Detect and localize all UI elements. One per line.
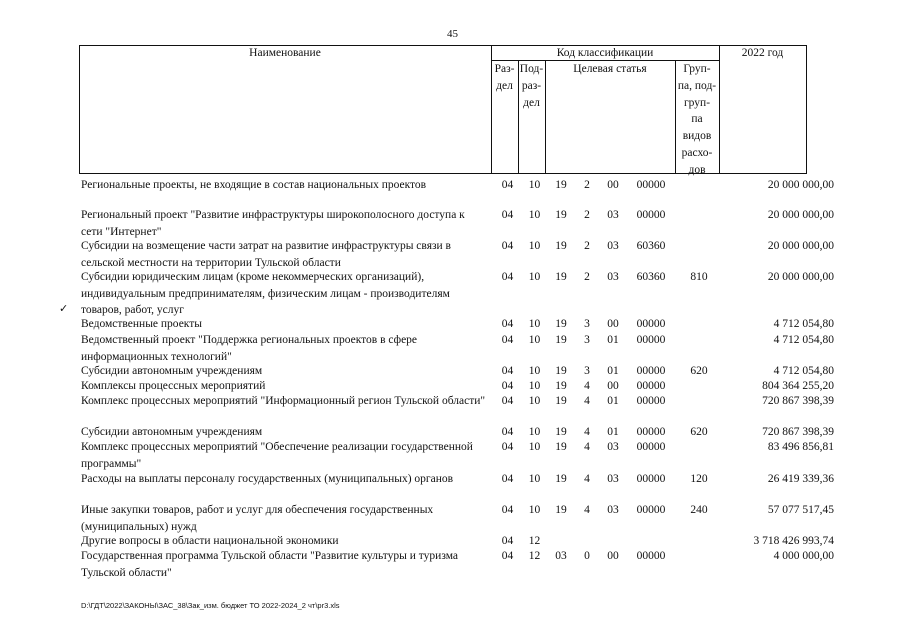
row-name: Региональные проекты, не входящие в состав национальных проектов — [81, 179, 427, 191]
row-podrazdel: 10 — [528, 504, 541, 516]
row-sum: 3 718 426 993,74 — [753, 535, 834, 547]
row-cs4: 00000 — [636, 426, 666, 438]
row-sum: 57 077 517,45 — [767, 504, 834, 516]
row-cs2: 2 — [584, 240, 590, 252]
row-cs3: 01 — [607, 365, 619, 377]
row-cs1: 19 — [555, 380, 567, 392]
row-cs2: 2 — [584, 179, 590, 191]
row-razdel: 04 — [501, 473, 514, 485]
row-cs2: 2 — [584, 271, 590, 283]
row-cs3: 03 — [607, 473, 619, 485]
row-cs4: 00000 — [636, 550, 666, 562]
row-razdel: 04 — [501, 365, 514, 377]
row-cs4: 60360 — [636, 271, 666, 283]
row-razdel: 04 — [501, 535, 514, 547]
row-cs2: 0 — [584, 550, 590, 562]
row-cs2: 4 — [584, 426, 590, 438]
row-podrazdel: 10 — [528, 334, 541, 346]
row-cs3: 03 — [607, 271, 619, 283]
row-cs2: 3 — [584, 334, 590, 346]
row-vid: 120 — [690, 473, 708, 485]
row-sum: 20 000 000,00 — [767, 271, 834, 283]
row-cs2: 4 — [584, 441, 590, 453]
row-cs3: 03 — [607, 441, 619, 453]
row-cs4: 60360 — [636, 240, 666, 252]
row-podrazdel: 12 — [528, 535, 541, 547]
row-cs1: 19 — [555, 426, 567, 438]
row-cs4: 00000 — [636, 441, 666, 453]
row-cs2: 4 — [584, 380, 590, 392]
row-cs2: 4 — [584, 395, 590, 407]
margin-check-mark: ✓ — [59, 303, 69, 315]
row-name: Государственная программа Тульской области "Развитие культуры и туризма Тульской области" — [81, 550, 459, 579]
row-podrazdel: 10 — [528, 473, 541, 485]
row-razdel: 04 — [501, 271, 514, 283]
row-cs3: 01 — [607, 334, 619, 346]
row-cs3: 00 — [607, 179, 619, 191]
row-cs1: 19 — [555, 209, 567, 221]
row-vid: 240 — [690, 504, 708, 516]
row-name: Комплекс процессных мероприятий "Обеспечение реализации государственной программы" — [81, 441, 473, 470]
row-cs1: 03 — [555, 550, 567, 562]
row-cs1: 19 — [555, 240, 567, 252]
row-cs2: 4 — [584, 504, 590, 516]
row-cs4: 00000 — [636, 473, 666, 485]
row-name: Комплекс процессных мероприятий "Информационный регион Тульской области" — [81, 395, 486, 407]
row-cs1: 19 — [555, 334, 567, 346]
row-cs4: 00000 — [636, 209, 666, 221]
row-name: Субсидии автономным учреждениям — [81, 365, 263, 377]
row-name: Иные закупки товаров, работ и услуг для обеспечения государственных (муниципальных) нужд — [81, 504, 434, 533]
page-number: 45 — [447, 28, 458, 40]
header-code-group: Код классификации — [556, 47, 654, 59]
row-sum: 26 419 339,36 — [767, 473, 834, 485]
row-sum: 20 000 000,00 — [767, 240, 834, 252]
row-razdel: 04 — [501, 240, 514, 252]
row-name: Ведомственные проекты — [81, 318, 202, 330]
row-cs4: 00000 — [636, 318, 666, 330]
row-vid: 810 — [690, 271, 708, 283]
row-podrazdel: 10 — [528, 179, 541, 191]
row-razdel: 04 — [501, 334, 514, 346]
row-cs1: 19 — [555, 395, 567, 407]
row-cs3: 01 — [607, 426, 619, 438]
header-year: 2022 год — [741, 47, 784, 59]
row-cs1: 19 — [555, 318, 567, 330]
row-podrazdel: 10 — [528, 426, 541, 438]
row-sum: 20 000 000,00 — [767, 209, 834, 221]
row-podrazdel: 10 — [528, 441, 541, 453]
row-sum: 20 000 000,00 — [767, 179, 834, 191]
row-sum: 720 867 398,39 — [762, 395, 834, 407]
row-podrazdel: 10 — [528, 318, 541, 330]
footer-file-path: D:\ГДТ\2022\ЗАКОНЫ\ЗАС_38\Зак_изм. бюджет ТО 2022-2024_2 чт\pr3.xls — [81, 601, 340, 610]
header-razdel: Раз- дел — [494, 63, 515, 92]
row-podrazdel: 10 — [528, 395, 541, 407]
row-cs1: 19 — [555, 365, 567, 377]
row-razdel: 04 — [501, 179, 514, 191]
row-podrazdel: 10 — [528, 271, 541, 283]
row-razdel: 04 — [501, 380, 514, 392]
row-podrazdel: 10 — [528, 380, 541, 392]
row-cs3: 01 — [607, 395, 619, 407]
row-cs3: 03 — [607, 240, 619, 252]
header-celevaya: Целевая статья — [573, 63, 647, 75]
row-name: Субсидии на возмещение части затрат на развитие инфраструктуры связи в сельской местности на территории Тульской области — [81, 240, 451, 269]
row-cs3: 03 — [607, 209, 619, 221]
header-col-divider — [719, 45, 720, 173]
row-cs4: 00000 — [636, 334, 666, 346]
row-podrazdel: 10 — [528, 240, 541, 252]
header-right-border — [806, 45, 807, 173]
row-sum: 720 867 398,39 — [762, 426, 834, 438]
row-cs3: 03 — [607, 504, 619, 516]
row-sum: 4 712 054,80 — [773, 318, 834, 330]
row-razdel: 04 — [501, 504, 514, 516]
row-razdel: 04 — [501, 209, 514, 221]
row-cs2: 3 — [584, 318, 590, 330]
row-sum: 4 000 000,00 — [773, 550, 834, 562]
row-cs4: 00000 — [636, 504, 666, 516]
row-name: Субсидии автономным учреждениям — [81, 426, 263, 438]
row-sum: 4 712 054,80 — [773, 334, 834, 346]
header-name: Наименование — [249, 47, 321, 59]
row-vid: 620 — [690, 426, 708, 438]
row-vid: 620 — [690, 365, 708, 377]
header-podrazdel: Под- раз- дел — [519, 63, 544, 109]
row-razdel: 04 — [501, 395, 514, 407]
row-cs4: 00000 — [636, 380, 666, 392]
row-cs1: 19 — [555, 271, 567, 283]
row-razdel: 04 — [501, 318, 514, 330]
row-sum: 804 364 255,20 — [762, 380, 834, 392]
row-name: Расходы на выплаты персоналу государственных (муниципальных) органов — [81, 473, 454, 485]
row-sum: 83 496 856,81 — [767, 441, 834, 453]
row-razdel: 04 — [501, 550, 514, 562]
row-razdel: 04 — [501, 441, 514, 453]
row-name: Региональный проект "Развитие инфраструктуры широкополосного доступа к сети "Интернет" — [81, 209, 465, 238]
row-cs3: 00 — [607, 550, 619, 562]
row-podrazdel: 12 — [528, 550, 541, 562]
header-left-border — [79, 45, 80, 173]
row-cs1: 19 — [555, 441, 567, 453]
row-cs3: 00 — [607, 380, 619, 392]
row-cs1: 19 — [555, 473, 567, 485]
row-podrazdel: 10 — [528, 365, 541, 377]
row-name: Другие вопросы в области национальной экономики — [81, 535, 339, 547]
row-cs4: 00000 — [636, 179, 666, 191]
row-cs1: 19 — [555, 179, 567, 191]
row-cs4: 00000 — [636, 395, 666, 407]
row-name: Комплексы процессных мероприятий — [81, 380, 266, 392]
row-razdel: 04 — [501, 426, 514, 438]
row-cs4: 00000 — [636, 365, 666, 377]
row-sum: 4 712 054,80 — [773, 365, 834, 377]
header-vid: Груп- па, под- груп- па видов расхо- дов — [677, 63, 717, 176]
row-cs2: 4 — [584, 473, 590, 485]
row-cs2: 3 — [584, 365, 590, 377]
row-cs3: 00 — [607, 318, 619, 330]
row-name: Субсидии юридическим лицам (кроме некоммерческих организаций), индивидуальным предпринимателям, физическим лицам - производителям товаров, работ, услуг — [81, 271, 450, 316]
row-podrazdel: 10 — [528, 209, 541, 221]
row-name: Ведомственный проект "Поддержка региональных проектов в сфере информационных технологий" — [81, 334, 418, 363]
row-cs1: 19 — [555, 504, 567, 516]
row-cs2: 2 — [584, 209, 590, 221]
